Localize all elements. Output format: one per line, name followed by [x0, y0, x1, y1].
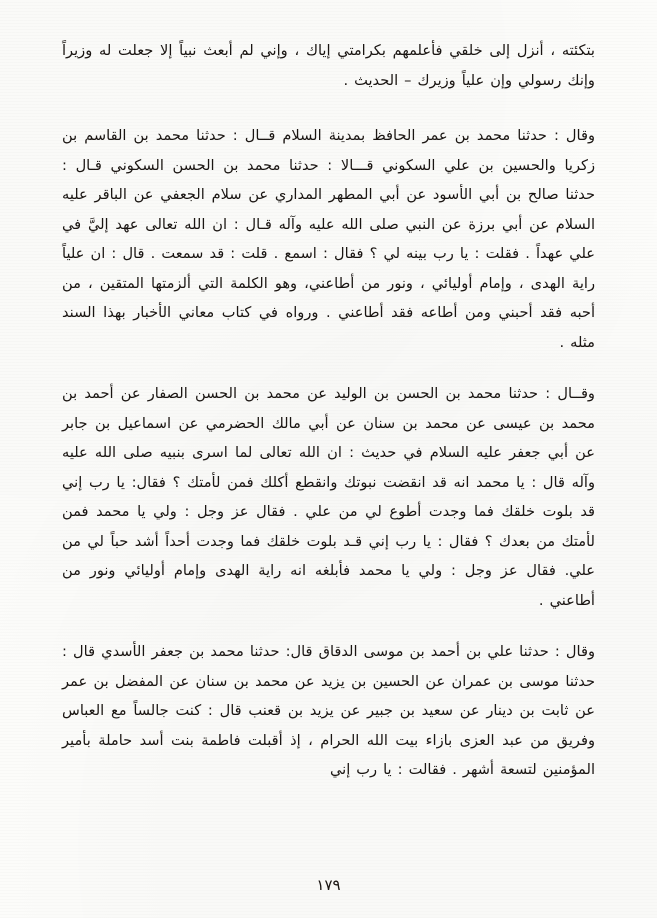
paragraph-4: وقال : حدثنا علي بن أحمد بن موسى الدقاق قال: حدثنا محمد بن جعفر الأسدي قال : حدثنا موسى بن عمران عن الحسين بن يزيد عن محمد بن سنان عن المفضل بن عمر عن ثابت بن دينار عن سعيد بن جبير عن يزيد بن قعنب قال : كنت جالساً مع العباس وفريق من عبد العزى بازاء بيت الله الحرام ، إذ أقبلت فاطمة بنت أسد حاملة بأمير المؤمنين لتسعة أشهر . فقالت : يا رب إني [62, 643, 595, 778]
page-number: ١٧٩ [316, 876, 341, 894]
paragraph-1: بتكئته ، أنزل إلى خلقي فأعلمهم بكرامتي إياك ، وإني لم أبعث نبياً إلا جعلت له وزيراً وإنك رسولي وإن علياً وزيرك – الحديث . [62, 42, 595, 89]
paragraph-3: وقــال : حدثنا محمد بن الحسن بن الوليد عن محمد بن الحسن الصفار عن أحمد بن محمد بن عيسى عن محمد بن سنان عن أبي مالك الحضرمي عن اسماعيل بن جابر عن أبي جعفر عليه السلام في حديث : ان الله تعالى لما اسرى بنبيه صلى الله عليه وآله قال : يا محمد انه قد انقضت نبوتك وانقطع أكلك فمن لأمتك ؟ فقال: يا رب إني قد بلوت خلقك فما وجدت أطوع لي من علي . فقال عز وجل : ولي يا محمد فمن لأمتك من بعدك ؟ فقال : يا رب إني قـد بلوت خلقك فما وجدت أحداً أشد حباً لي من علي. فقال عز وجل : ولي يا محمد فأبلغه انه راية الهدى وإمام أوليائي ونور من أطاعني . [62, 385, 595, 609]
paragraph-2: وقال : حدثنا محمد بن عمر الحافظ بمدينة السلام قــال : حدثنا محمد بن القاسم بن زكريا والحسين بن علي السكوني قـــالا : حدثنا محمد بن الحسن السكوني قـال : حدثنا صالح بن أبي الأسود عن أبي المطهر المداري عن سلام الجعفي عن الباقر عليه السلام عن أبي برزة عن النبي صلى الله عليه وآله قـال : ان الله تعالى عهد إليَّ في علي عهداً . فقلت : يا رب بينه لي ؟ فقال : اسمع . قلت : قد سمعت . قال : ان علياً راية الهدى ، وإمام أوليائي ، ونور من أطاعني، وهو الكلمة التي ألزمتها المتقين ، من أحبه فقد أحبني ومن أطاعه فقد أطاعني . ورواه في كتاب معاني الأخبار بهذا السند مثله . [62, 127, 595, 351]
text-column [62, 36, 595, 856]
